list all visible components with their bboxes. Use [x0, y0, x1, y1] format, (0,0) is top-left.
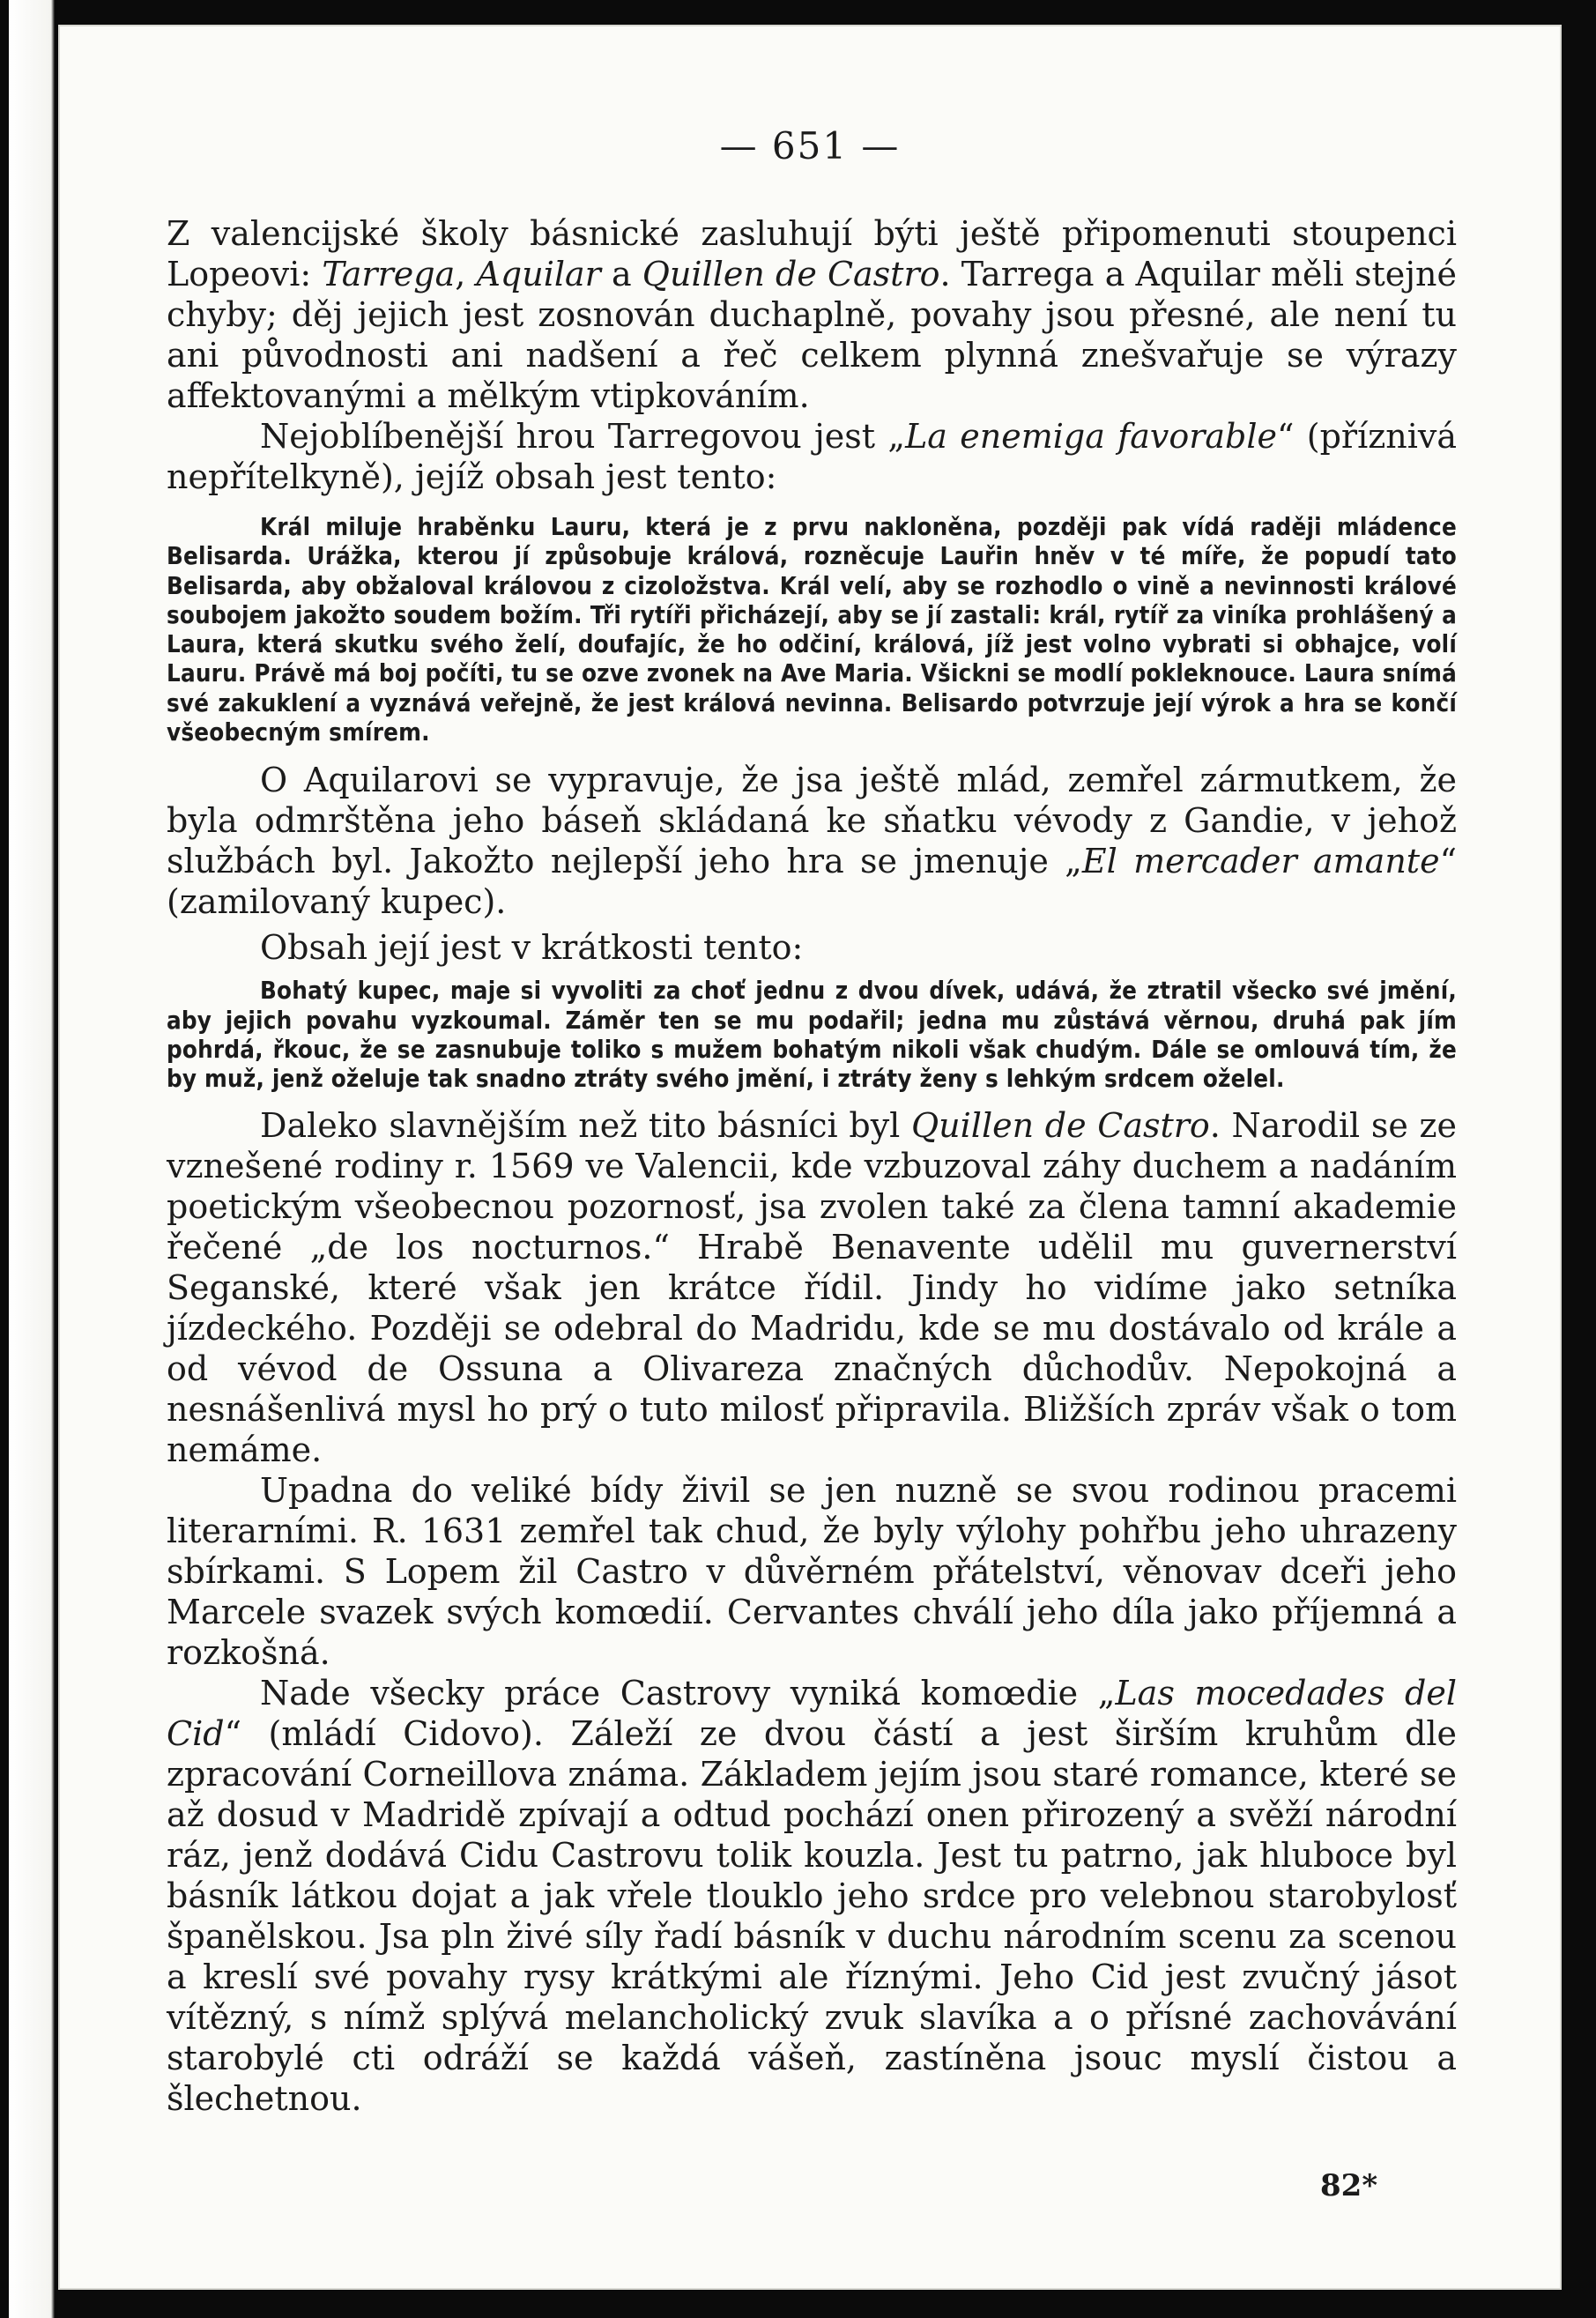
text-run: Upadna do veliké bídy živil se jen nuzně se svou rodinou pracemi literarními. R. 1631 zemřel tak chud, že byly výlohy pohřbu jeho uhrazeny sbírkami. S Lopem žil Castro v důvěrném přátelství, věnovav dceři jeho Marcele svazek svých komœdií. Cervantes chválí jeho díla jako příjemná a rozkošná. — [167, 1470, 1457, 1672]
paragraph-castro-poverty — [167, 1470, 1457, 1673]
italic-title: Tarrega — [322, 255, 456, 293]
text-run: Nade všecky práce Castrovy vyniká komœdie „ — [260, 1673, 1116, 1712]
text-run: “ (příznivá nepřítelkyně), jejíž obsah jest tento: — [167, 417, 1457, 496]
page-body — [167, 213, 1457, 2119]
paragraph-summary-intro — [167, 927, 1457, 968]
text-run: Bohatý kupec, maje si vyvoliti za choť jednu z dvou dívek, udává, že ztratil všecko své jmění, aby jejich povahu vyzkoumal. Záměr ten se mu podařil; jedna mu zůstává věrnou, druhá pak jím pohrdá, řkouc, že se zasnubuje toliko s mužem bohatým nikoli však chudým. Dále se omlouvá tím, že by muž, jenž oželuje tak snadno ztráty svého jmění, i ztráty ženy s lehkým srdcem oželel. — [167, 977, 1457, 1094]
text-run: . Tarrega a Aquilar měli stejné chyby; děj jejich jest zosnován duchaplně, povahy jsou přesné, ale není tu ani původnosti ani nadšení a řeč celkem plynná znešvařuje se výrazy affektovanými a mělkým vtipkováním. — [167, 255, 1457, 415]
paragraph-tarrega-play — [167, 416, 1457, 497]
text-run: “ (mládí Cidovo). Záleží ze dvou částí a jest širším kruhům dle zpracování Corneillova známa. Základem jejím jsou staré romance, které se až dosud v Madridě zpívají a odtud pochází onen přirozený a svěží národní ráz, jenž dodává Cidu Castrovu tolik kouzla. Jest tu patrno, jak hluboce byl básník látkou dojat a jak vřele tlouklo jeho srdce pro velebnou starobylosť španělskou. Jsa pln živé síly řadí básník v duchu národním scenu za scenou a kreslí své povahy rysy krátkými ale říznými. Jeho Cid jest zvučný jásot vítězný, s nímž splývá melancholický zvuk slavíka a o přísné zachovávání starobylé cti odráží se každá vášeň, zastíněna jsouc myslí čistou a šlechetnou. — [167, 1713, 1457, 2118]
paragraph-valencian-school — [167, 213, 1457, 416]
page-number: — 651 — — [719, 124, 901, 167]
italic-title: Quillen de Castro — [911, 1105, 1210, 1145]
text-run: Obsah její jest v krátkosti tento: — [260, 928, 804, 968]
italic-title: Las mocedades del Cid — [167, 1673, 1457, 1753]
italic-title: Quillen de Castro — [642, 255, 940, 293]
text-run: . Narodil se ze vznešené rodiny r. 1569 ve Valencii, kde vzbuzoval záhy duchem a nadáním poetickým všeobecnou pozornosť, jsa zvolen také za člena tamní akademie řečené „de los nocturnos.“ Hrabě Benavente udělil mu guvernerství Seganské, které však jen krátce řídil. Jindy ho vidíme jako setníka jízdeckého. Později se odebral do Madridu, kde se mu dostávalo od krále a od vévod de Ossuna a Olivareza značných důchodův. Nepokojná a nesnášenlivá mysl ho prý o tuto milosť připravila. Bližších zpráv však o tom nemáme. — [167, 1105, 1457, 1469]
text-run: a — [600, 255, 642, 293]
text-run: “ (zamilovaný kupec). — [167, 842, 1457, 922]
paragraph-quillen-de-castro — [167, 1105, 1457, 1470]
printer-signature: 82* — [1320, 2168, 1378, 2203]
scan-left-edge — [0, 0, 58, 2318]
paragraph-las-mocedades — [167, 1673, 1457, 2119]
text-run: O Aquilarovi se vypravuje, že jsa ještě mlád, zemřel zármutkem, že byla odmrštěna jeho báseň skládaná ke sňatku vévody z Gandie, v jehož službách byl. Jakožto nejlepší jeho hra se jmenuje „ — [167, 761, 1457, 881]
italic-title: El mercader amante — [1081, 842, 1440, 881]
italic-title: La enemiga favorable — [905, 417, 1278, 456]
book-page — [58, 25, 1562, 2290]
paragraph-aquilar — [167, 760, 1457, 922]
text-run: Král miluje hraběnku Lauru, která je z prvu nakloněna, později pak vídá raději mládence Belisarda. Urážka, kterou jí způsobuje králová, rozněcuje Lauřin hněv v té míře, že popudí tato Belisarda, aby obžaloval královou z cizoložstva. Král velí, aby se rozhodlo o vině a nevinnosti králové soubojem jakožto soudem božím. Tři rytíři přicházejí, aby se jí zastali: král, rytíř za viníka prohlášený a Laura, která skutku svého želí, doufajíc, že ho odčiní, králová, jíž jest volno vybrati si obhajce, volí Lauru. Právě má boj počíti, tu se ozve zvonek na Ave Maria. Všickni se modlí pokleknouce. Laura snímá své zakuklení a vyznává veřejně, že jest králová nevinna. Belisardo potvrzuje její výrok a hra se končí všeobecným smírem. — [167, 513, 1457, 747]
summary-el-mercader-amante — [167, 977, 1457, 1094]
italic-title: Aquilar — [476, 255, 601, 293]
text-run: , — [455, 255, 477, 293]
text-run: Daleko slavnějším než tito básníci byl — [260, 1105, 912, 1145]
summary-la-enemiga-favorable — [167, 513, 1457, 747]
text-run: Nejoblíbenější hrou Tarregovou jest „ — [260, 417, 906, 456]
text-run: Z valencijské školy básnické zasluhují býti ještě připomenuti stoupenci Lopeovi: — [167, 214, 1457, 293]
